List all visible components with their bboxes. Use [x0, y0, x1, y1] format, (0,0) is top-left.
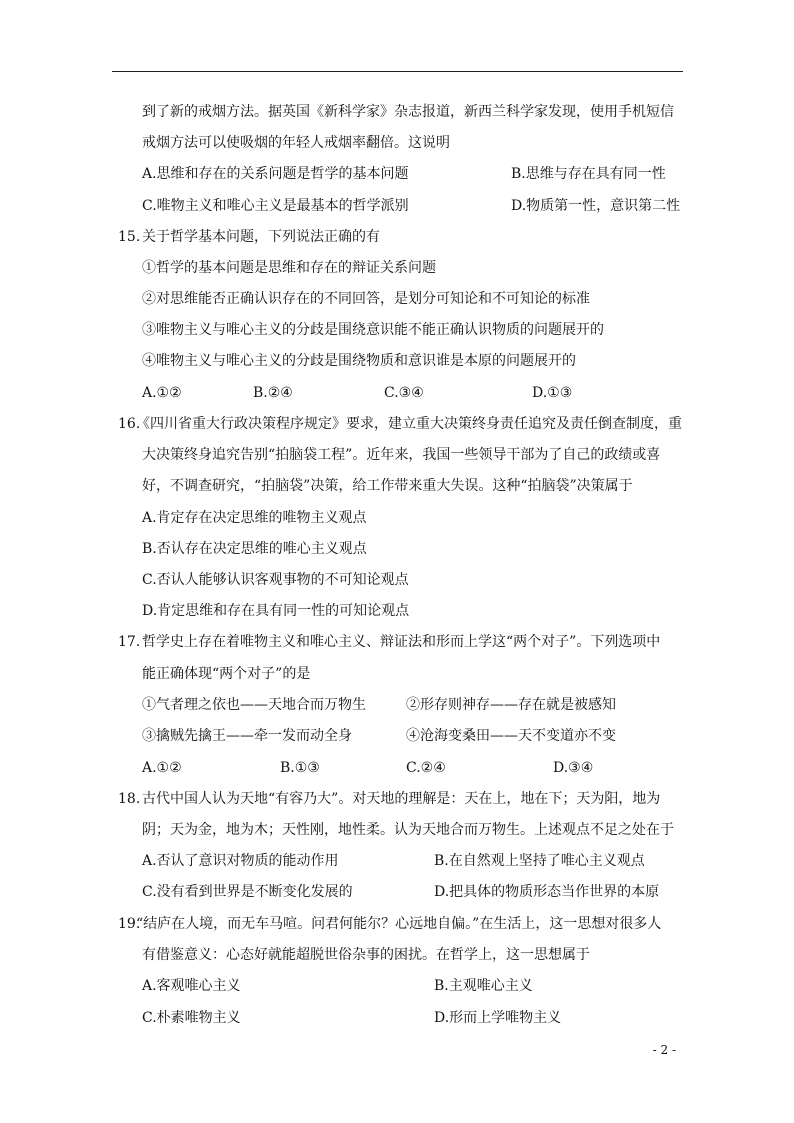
q15-number: 15.	[118, 229, 141, 245]
q17-statement-2: ②形存则神存——存在就是被感知	[406, 697, 616, 713]
q18-option-b: B.在自然观上坚持了唯心主义观点	[434, 853, 645, 869]
q17-number: 17.	[118, 634, 141, 650]
intro-option-b: B.思维与存在具有同一性	[511, 166, 666, 182]
q16-option-b: B.否认存在决定思维的唯心主义观点	[142, 541, 367, 557]
q15-option-d: D.①③	[532, 385, 573, 401]
q15-option-b: B.②④	[253, 385, 293, 401]
header-rule	[112, 71, 683, 72]
q17-stem-1: 哲学史上存在着唯物主义和唯心主义、辩证法和形而上学这“两个对子”。下列选项中	[142, 634, 661, 650]
q17-option-b: B.①③	[280, 760, 320, 776]
q16-stem-3: 好，不调查研究，“拍脑袋”决策，给工作带来重大失误。这种“拍脑袋”决策属于	[142, 478, 633, 494]
q17-statement-4: ④沧海变桑田——天不变道亦不变	[406, 728, 616, 744]
q18-option-d: D.把具体的物质形态当作世界的本原	[434, 884, 660, 900]
q15-statement-3: ③唯物主义与唯心主义的分歧是围绕意识能不能正确认识物质的问题展开的	[142, 322, 604, 338]
q16-stem-1: 《四川省重大行政决策程序规定》要求，建立重大决策终身责任追究及责任倒查制度，重	[136, 416, 682, 432]
q18-number: 18.	[118, 791, 141, 807]
q19-stem-2: 有借鉴意义：心态好就能超脱世俗杂事的困扰。在哲学上，这一思想属于	[142, 947, 590, 963]
intro-option-a: A.思维和存在的关系问题是哲学的基本问题	[142, 166, 409, 182]
q15-option-c: C.③④	[384, 385, 424, 401]
q17-option-a: A.①②	[142, 760, 182, 776]
q19-number: 19.	[118, 916, 141, 932]
q17-option-c: C.②④	[406, 760, 446, 776]
q19-option-c: C.朴素唯物主义	[142, 1010, 241, 1026]
q18-stem-2: 阴；天为金，地为木；天性刚，地性柔。认为天地合而万物生。上述观点不足之处在于	[142, 822, 674, 838]
q19-option-b: B.主观唯心主义	[434, 978, 533, 994]
q15-statement-1: ①哲学的基本问题是思维和存在的辩证关系问题	[142, 260, 436, 276]
q18-option-c: C.没有看到世界是不断变化发展的	[142, 884, 353, 900]
q17-statement-1: ①气者理之依也——天地合而万物生	[142, 697, 366, 713]
q17-stem-2: 能正确体现“两个对子”的是	[142, 666, 311, 682]
q16-stem-2: 大决策终身追究告别“拍脑袋工程”。近年来，我国一些领导干部为了自己的政绩或喜	[142, 447, 661, 463]
q19-option-d: D.形而上学唯物主义	[434, 1010, 562, 1026]
q16-option-a: A.肯定存在决定思维的唯物主义观点	[142, 510, 367, 526]
intro-line-2: 戒烟方法可以使吸烟的年轻人戒烟率翻倍。这说明	[142, 135, 450, 151]
q15-option-a: A.①②	[142, 385, 182, 401]
intro-line-1: 到了新的戒烟方法。据英国《新科学家》杂志报道，新西兰科学家发现，使用手机短信	[142, 104, 674, 120]
q17-option-d: D.③④	[553, 760, 594, 776]
q16-option-c: C.否认人能够认识客观事物的不可知论观点	[142, 572, 409, 588]
q19-option-a: A.客观唯心主义	[142, 978, 241, 994]
intro-option-d: D.物质第一性，意识第二性	[511, 198, 681, 214]
page-number: - 2 -	[652, 1043, 676, 1057]
q16-number: 16.	[118, 416, 141, 432]
q15-statement-4: ④唯物主义与唯心主义的分歧是围绕物质和意识谁是本原的问题展开的	[142, 353, 576, 369]
q17-statement-3: ③擒贼先擒王——牵一发而动全身	[142, 728, 352, 744]
q19-stem-1: “结庐在人境，而无车马喧。问君何能尔？心远地自偏。”在生活上，这一思想对很多人	[136, 916, 662, 932]
q15-stem: 关于哲学基本问题，下列说法正确的有	[142, 229, 380, 245]
intro-option-c: C.唯物主义和唯心主义是最基本的哲学派别	[142, 198, 409, 214]
q15-statement-2: ②对思维能否正确认识存在的不同回答，是划分可知论和不可知论的标准	[142, 291, 590, 307]
q16-option-d: D.肯定思维和存在具有同一性的可知论观点	[142, 603, 410, 619]
q18-stem-1: 古代中国人认为天地“有容乃大”。对天地的理解是：天在上，地在下；天为阳，地为	[142, 791, 661, 807]
q18-option-a: A.否认了意识对物质的能动作用	[142, 853, 339, 869]
